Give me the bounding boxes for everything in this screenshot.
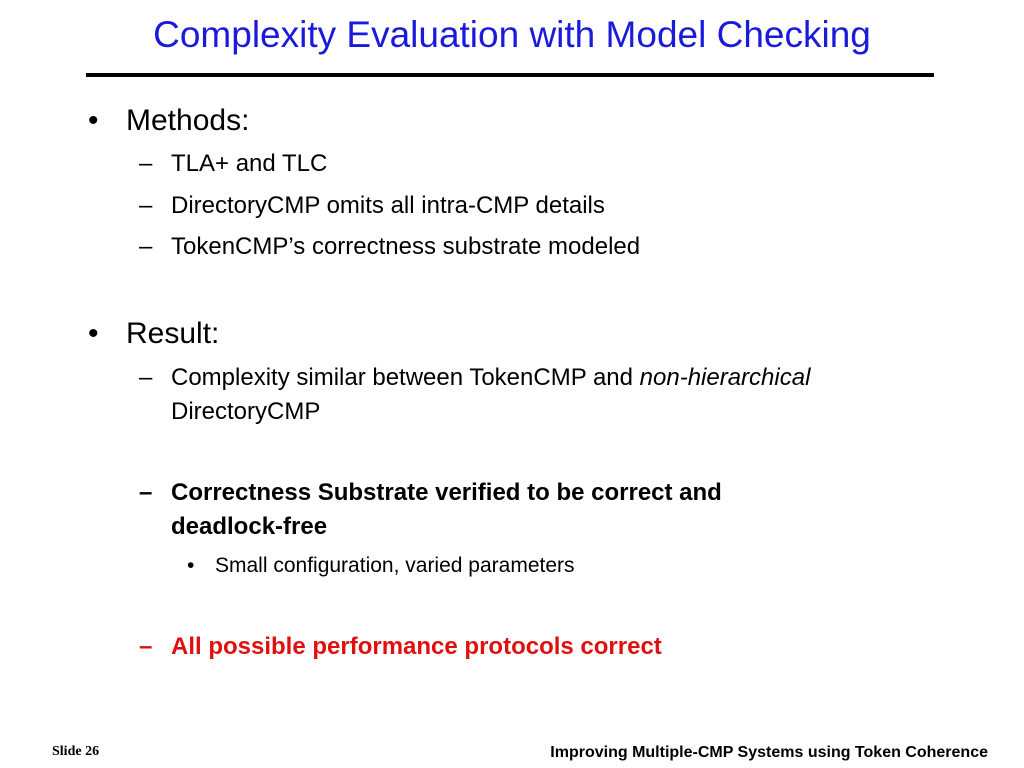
dash-mark: – (139, 150, 153, 177)
sub-item-text: Correctness Substrate verified to be correct and (171, 479, 722, 506)
dash-mark: – (139, 633, 153, 660)
sub-item-text-line2: deadlock-free (171, 513, 328, 540)
sub-item-text: DirectoryCMP omits all intra-CMP details (171, 192, 605, 219)
bullet-mark: • (187, 554, 195, 577)
dash-mark: – (139, 192, 153, 219)
deck-title: Improving Multiple-CMP Systems using Token Coherence (550, 744, 988, 761)
sub-sub-item-text: Small configuration, varied parameters (215, 554, 575, 577)
bullet-result (88, 316, 219, 352)
dash-mark: – (139, 364, 153, 391)
slide-number: Slide 26 (52, 744, 100, 759)
sub-item-text (171, 362, 810, 394)
sub-item-text: TokenCMP’s correctness substrate modeled (171, 233, 641, 260)
bullet-label: Methods: (126, 104, 250, 137)
bullet-methods (88, 103, 249, 139)
bullet-mark: • (88, 104, 99, 137)
sub-item-text: TLA+ and TLC (171, 150, 328, 177)
dash-mark: – (139, 233, 153, 260)
sub-item-text-prefix: Complexity similar between TokenCMP and (171, 364, 640, 391)
title-divider (86, 73, 934, 77)
bullet-label: Result: (126, 317, 220, 350)
bullet-mark: • (88, 317, 99, 350)
slide-title: Complexity Evaluation with Model Checking (153, 14, 871, 55)
sub-item-emphasis: non-hierarchical (639, 364, 811, 391)
sub-item-text-line2: DirectoryCMP (171, 398, 321, 425)
dash-mark: – (139, 479, 153, 506)
sub-item-text: All possible performance protocols correct (171, 633, 662, 660)
